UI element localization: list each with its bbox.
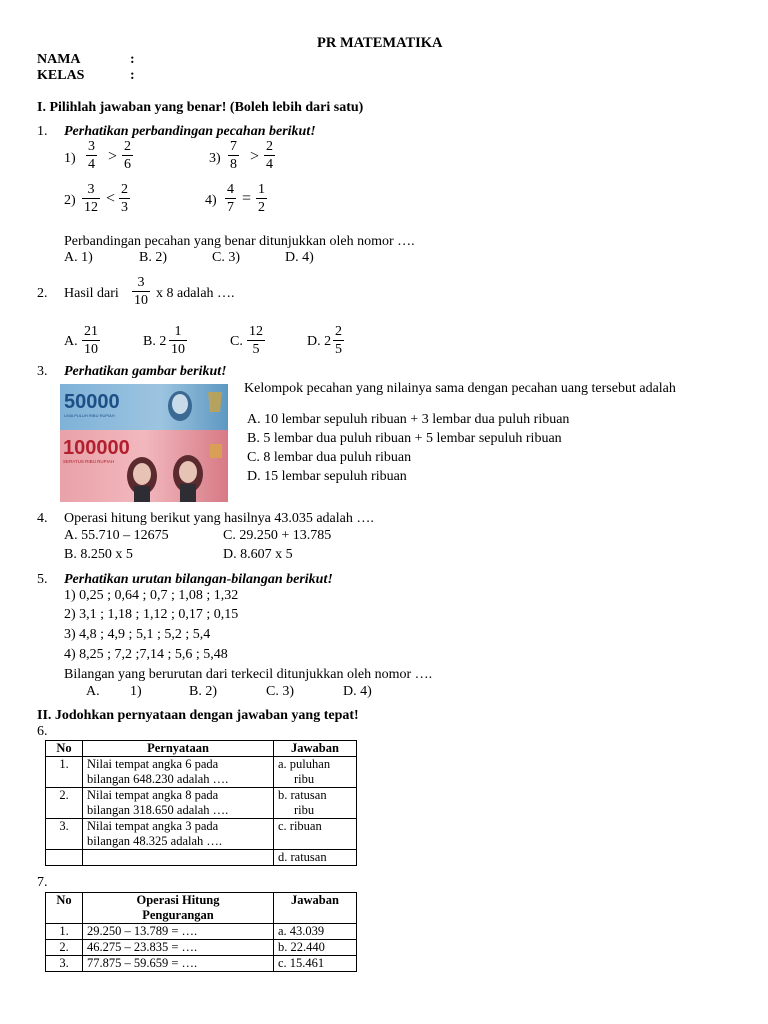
table-row [46,940,357,956]
q2-option-b-fraction: $\frac{1}{10}$ [171,324,185,357]
q2-pre: Hasil dari [64,286,119,301]
q3-option-c: C. 8 lembar dua puluh ribuan [247,450,412,465]
q5-item-3: 3) 4,8 ; 4,9 ; 5,1 ; 5,2 ; 5,4 [64,627,211,642]
table-header-row [46,741,357,757]
row-answer: a. 43.039 [274,924,357,940]
q1-item-2-fraction-right: $\frac{2}{3}$ [121,182,128,215]
q3-option-b: B. 5 lembar dua puluh ribuan + 5 lembar sepuluh ribuan [247,431,562,446]
q1-item-4-fraction-left: $\frac{4}{7}$ [227,182,234,215]
row-no: 1. [46,757,83,788]
table-row [46,757,357,788]
q5-option-a-value: 1) [130,684,142,699]
row-operation: 77.875 – 59.659 = …. [83,956,274,972]
kelas-label: KELAS [37,68,85,83]
q5-option-b: B. 2) [189,684,217,699]
q2-option-d-fraction: $\frac{2}{5}$ [335,324,342,357]
column-header-no: No [46,741,83,757]
q6-matching-table [45,740,357,866]
q1-item-3-operator: > [250,148,260,165]
row-operation: 46.275 – 23.835 = …. [83,940,274,956]
row-no: 2. [46,940,83,956]
row-statement: Nilai tempat angka 8 pada bilangan 318.650 adalah …. [83,788,274,819]
nama-label: NAMA [37,52,81,67]
table-row [46,819,357,850]
q5-option-d: D. 4) [343,684,372,699]
q2-option-d-label: D. 2 [307,334,332,349]
q1-item-2-label: 2) [64,193,76,208]
q1-item-2-fraction-left: $\frac{3}{12}$ [84,182,98,215]
row-no: 1. [46,924,83,940]
row-answer: c. 15.461 [274,956,357,972]
section-2-heading: II. Jodohkan pernyataan dengan jawaban yang tepat! [37,708,359,723]
q2-fraction: $\frac{3}{10}$ [134,275,148,308]
note-100000 [60,430,228,502]
note-50000-text: LIMA PULUH RIBU RUPIAH [64,413,115,418]
q1-item-4-operator: = [242,190,252,207]
q3-prompt: Perhatikan gambar berikut! [64,364,227,379]
q1-item-1-operator: > [108,148,118,165]
q5-option-c: C. 3) [266,684,294,699]
column-header-no: No [46,893,83,924]
row-no: 3. [46,819,83,850]
row-answer: b. 22.440 [274,940,357,956]
row-statement [83,850,274,866]
table-row [46,956,357,972]
column-header-operasi: Operasi Hitung Pengurangan [83,893,274,924]
q5-option-a: A. [86,684,100,699]
q1-option-d: D. 4) [285,250,314,265]
page-title: PR MATEMATIKA [317,35,443,51]
column-header-jawaban: Jawaban [274,741,357,757]
row-operation: 29.250 – 13.789 = …. [83,924,274,940]
row-no: 2. [46,788,83,819]
q2-option-a-label: A. [64,334,78,349]
row-no [46,850,83,866]
q2-option-c-label: C. [230,334,243,349]
q6-number: 6. [37,724,48,739]
q3-option-d: D. 15 lembar sepuluh ribuan [247,469,407,484]
q5-item-1: 1) 0,25 ; 0,64 ; 0,7 ; 1,08 ; 1,32 [64,588,239,603]
row-answer: b. ratusan ribu [274,788,357,819]
q1-item-3-fraction-left: $\frac{7}{8}$ [230,139,237,172]
q1-item-3-fraction-right: $\frac{2}{4}$ [266,139,273,172]
q1-item-1-fraction-left: $\frac{3}{4}$ [88,139,95,172]
q5-question: Bilangan yang berurutan dari terkecil ditunjukkan oleh nomor …. [64,667,433,682]
q5-item-2: 2) 3,1 ; 1,18 ; 1,12 ; 0,17 ; 0,15 [64,607,239,622]
table-row [46,788,357,819]
row-answer: c. ribuan [274,819,357,850]
table-row [46,850,357,866]
q1-item-1-fraction-right: $\frac{2}{6}$ [124,139,131,172]
row-answer: a. puluhan ribu [274,757,357,788]
banknote-image [60,384,228,502]
q1-prompt: Perhatikan perbandingan pecahan berikut! [64,124,316,139]
q7-number: 7. [37,875,48,890]
q1-option-a: A. 1) [64,250,93,265]
q5-number: 5. [37,572,48,587]
column-header-pernyataan: Pernyataan [83,741,274,757]
q1-option-c: C. 3) [212,250,240,265]
q1-number: 1. [37,124,48,139]
q7-matching-table [45,892,357,972]
row-statement: Nilai tempat angka 6 pada bilangan 648.230 adalah …. [83,757,274,788]
row-statement: Nilai tempat angka 3 pada bilangan 48.325 adalah …. [83,819,274,850]
q1-item-1-label: 1) [64,151,76,166]
q4-option-d: D. 8.607 x 5 [223,547,293,562]
q1-question: Perbandingan pecahan yang benar ditunjukkan oleh nomor …. [64,234,415,249]
q1-item-4-label: 4) [205,193,217,208]
q5-prompt: Perhatikan urutan bilangan-bilangan berikut! [64,572,333,587]
note-100000-text: SERATUS RIBU RUPIAH [63,459,115,464]
q1-option-b: B. 2) [139,250,167,265]
q2-option-c-fraction: $\frac{12}{5}$ [249,324,263,357]
q4-option-b: B. 8.250 x 5 [64,547,133,562]
table-row [46,924,357,940]
q3-option-a: A. 10 lembar sepuluh ribuan + 3 lembar dua puluh ribuan [247,412,570,427]
row-answer: d. ratusan [274,850,357,866]
q4-question: Operasi hitung berikut yang hasilnya 43.035 adalah …. [64,511,374,526]
note-50000-value: 50000 [64,391,120,413]
q1-item-4-fraction-right: $\frac{1}{2}$ [258,182,265,215]
q1-item-3-label: 3) [209,151,221,166]
section-1-heading: I. Pilihlah jawaban yang benar! (Boleh lebih dari satu) [37,100,364,115]
row-no: 3. [46,956,83,972]
kelas-colon: : [130,68,135,83]
q4-option-a: A. 55.710 – 12675 [64,528,169,543]
column-header-jawaban: Jawaban [274,893,357,924]
nama-colon: : [130,52,135,67]
note-50000 [60,384,228,432]
q4-option-c: C. 29.250 + 13.785 [223,528,332,543]
table-header-row [46,893,357,924]
q2-option-a-fraction: $\frac{21}{10}$ [84,324,98,357]
q3-question: Kelompok pecahan yang nilainya sama dengan pecahan uang tersebut adalah [244,381,676,396]
q3-number: 3. [37,364,48,379]
q1-item-2-operator: < [106,190,116,207]
note-100000-value: 100000 [63,437,130,459]
q5-item-4: 4) 8,25 ; 7,2 ;7,14 ; 5,6 ; 5,48 [64,647,228,662]
q2-option-b-label: B. 2 [143,334,167,349]
q2-number: 2. [37,286,48,301]
q4-number: 4. [37,511,48,526]
q2-post: x 8 adalah …. [156,286,235,301]
